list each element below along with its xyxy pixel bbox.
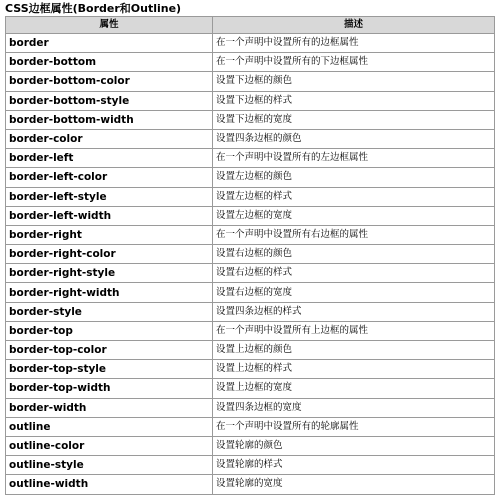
property-description-cell: 在一个声明中设置所有的下边框属性 xyxy=(213,53,495,72)
property-description-cell: 设置左边框的宽度 xyxy=(213,206,495,225)
property-name-cell: border-left-width xyxy=(6,206,213,225)
property-description-cell: 设置左边框的样式 xyxy=(213,187,495,206)
table-row xyxy=(6,72,495,91)
property-description-cell: 设置四条边框的宽度 xyxy=(213,398,495,417)
table-row xyxy=(6,245,495,264)
property-name-cell: border-bottom xyxy=(6,53,213,72)
table-row xyxy=(6,341,495,360)
property-name-cell: border-bottom-width xyxy=(6,110,213,129)
table-row xyxy=(6,206,495,225)
property-name-cell: border-left-style xyxy=(6,187,213,206)
column-header-description: 描述 xyxy=(213,17,495,34)
table-row xyxy=(6,379,495,398)
property-description-cell: 设置轮廓的宽度 xyxy=(213,475,495,494)
property-name-cell: border-right-width xyxy=(6,283,213,302)
property-description-cell: 在一个声明中设置所有的边框属性 xyxy=(213,34,495,53)
table-row xyxy=(6,225,495,244)
property-name-cell: border-bottom-style xyxy=(6,91,213,110)
table-row xyxy=(6,321,495,340)
property-description-cell: 设置下边框的样式 xyxy=(213,91,495,110)
property-name-cell: outline-color xyxy=(6,436,213,455)
property-description-cell: 设置下边框的宽度 xyxy=(213,110,495,129)
table-row xyxy=(6,149,495,168)
property-name-cell: border-color xyxy=(6,129,213,148)
table-row xyxy=(6,187,495,206)
table-row xyxy=(6,129,495,148)
property-name-cell: border-bottom-color xyxy=(6,72,213,91)
table-row xyxy=(6,283,495,302)
property-description-cell: 设置右边框的颜色 xyxy=(213,245,495,264)
property-name-cell: border-top-color xyxy=(6,341,213,360)
property-description-cell: 设置轮廓的样式 xyxy=(213,456,495,475)
table-row xyxy=(6,91,495,110)
table-row xyxy=(6,264,495,283)
table-row xyxy=(6,398,495,417)
property-description-cell: 设置四条边框的颜色 xyxy=(213,129,495,148)
property-description-cell: 设置四条边框的样式 xyxy=(213,302,495,321)
property-description-cell: 设置右边框的样式 xyxy=(213,264,495,283)
table-row xyxy=(6,34,495,53)
property-name-cell: outline-width xyxy=(6,475,213,494)
table-row xyxy=(6,53,495,72)
property-name-cell: outline xyxy=(6,417,213,436)
document-title: CSS边框属性(Border和Outline) xyxy=(5,2,182,15)
table-row xyxy=(6,417,495,436)
property-name-cell: border-left xyxy=(6,149,213,168)
property-name-cell: border-top-width xyxy=(6,379,213,398)
property-description-cell: 在一个声明中设置所有的左边框属性 xyxy=(213,149,495,168)
css-border-properties-table xyxy=(5,16,495,495)
column-header-property: 属性 xyxy=(6,17,213,34)
property-name-cell: border-style xyxy=(6,302,213,321)
property-name-cell: border-right-style xyxy=(6,264,213,283)
property-name-cell: border-top xyxy=(6,321,213,340)
property-description-cell: 设置左边框的颜色 xyxy=(213,168,495,187)
property-name-cell: border-top-style xyxy=(6,360,213,379)
table-row xyxy=(6,475,495,494)
property-description-cell: 设置上边框的宽度 xyxy=(213,379,495,398)
property-description-cell: 设置上边框的颜色 xyxy=(213,341,495,360)
table-row xyxy=(6,360,495,379)
property-description-cell: 设置右边框的宽度 xyxy=(213,283,495,302)
table-row xyxy=(6,110,495,129)
property-name-cell: border-right-color xyxy=(6,245,213,264)
property-name-cell: border-right xyxy=(6,225,213,244)
property-description-cell: 设置上边框的样式 xyxy=(213,360,495,379)
property-description-cell: 在一个声明中设置所有右边框的属性 xyxy=(213,225,495,244)
property-description-cell: 在一个声明中设置所有上边框的属性 xyxy=(213,321,495,340)
property-description-cell: 设置轮廓的颜色 xyxy=(213,436,495,455)
property-name-cell: border-width xyxy=(6,398,213,417)
property-name-cell: border-left-color xyxy=(6,168,213,187)
table-row xyxy=(6,436,495,455)
table-row xyxy=(6,302,495,321)
property-description-cell: 在一个声明中设置所有的轮廓属性 xyxy=(213,417,495,436)
table-header-row xyxy=(6,17,495,34)
table-row xyxy=(6,456,495,475)
property-name-cell: outline-style xyxy=(6,456,213,475)
property-name-cell: border xyxy=(6,34,213,53)
property-description-cell: 设置下边框的颜色 xyxy=(213,72,495,91)
table-body xyxy=(6,34,495,495)
table-row xyxy=(6,168,495,187)
